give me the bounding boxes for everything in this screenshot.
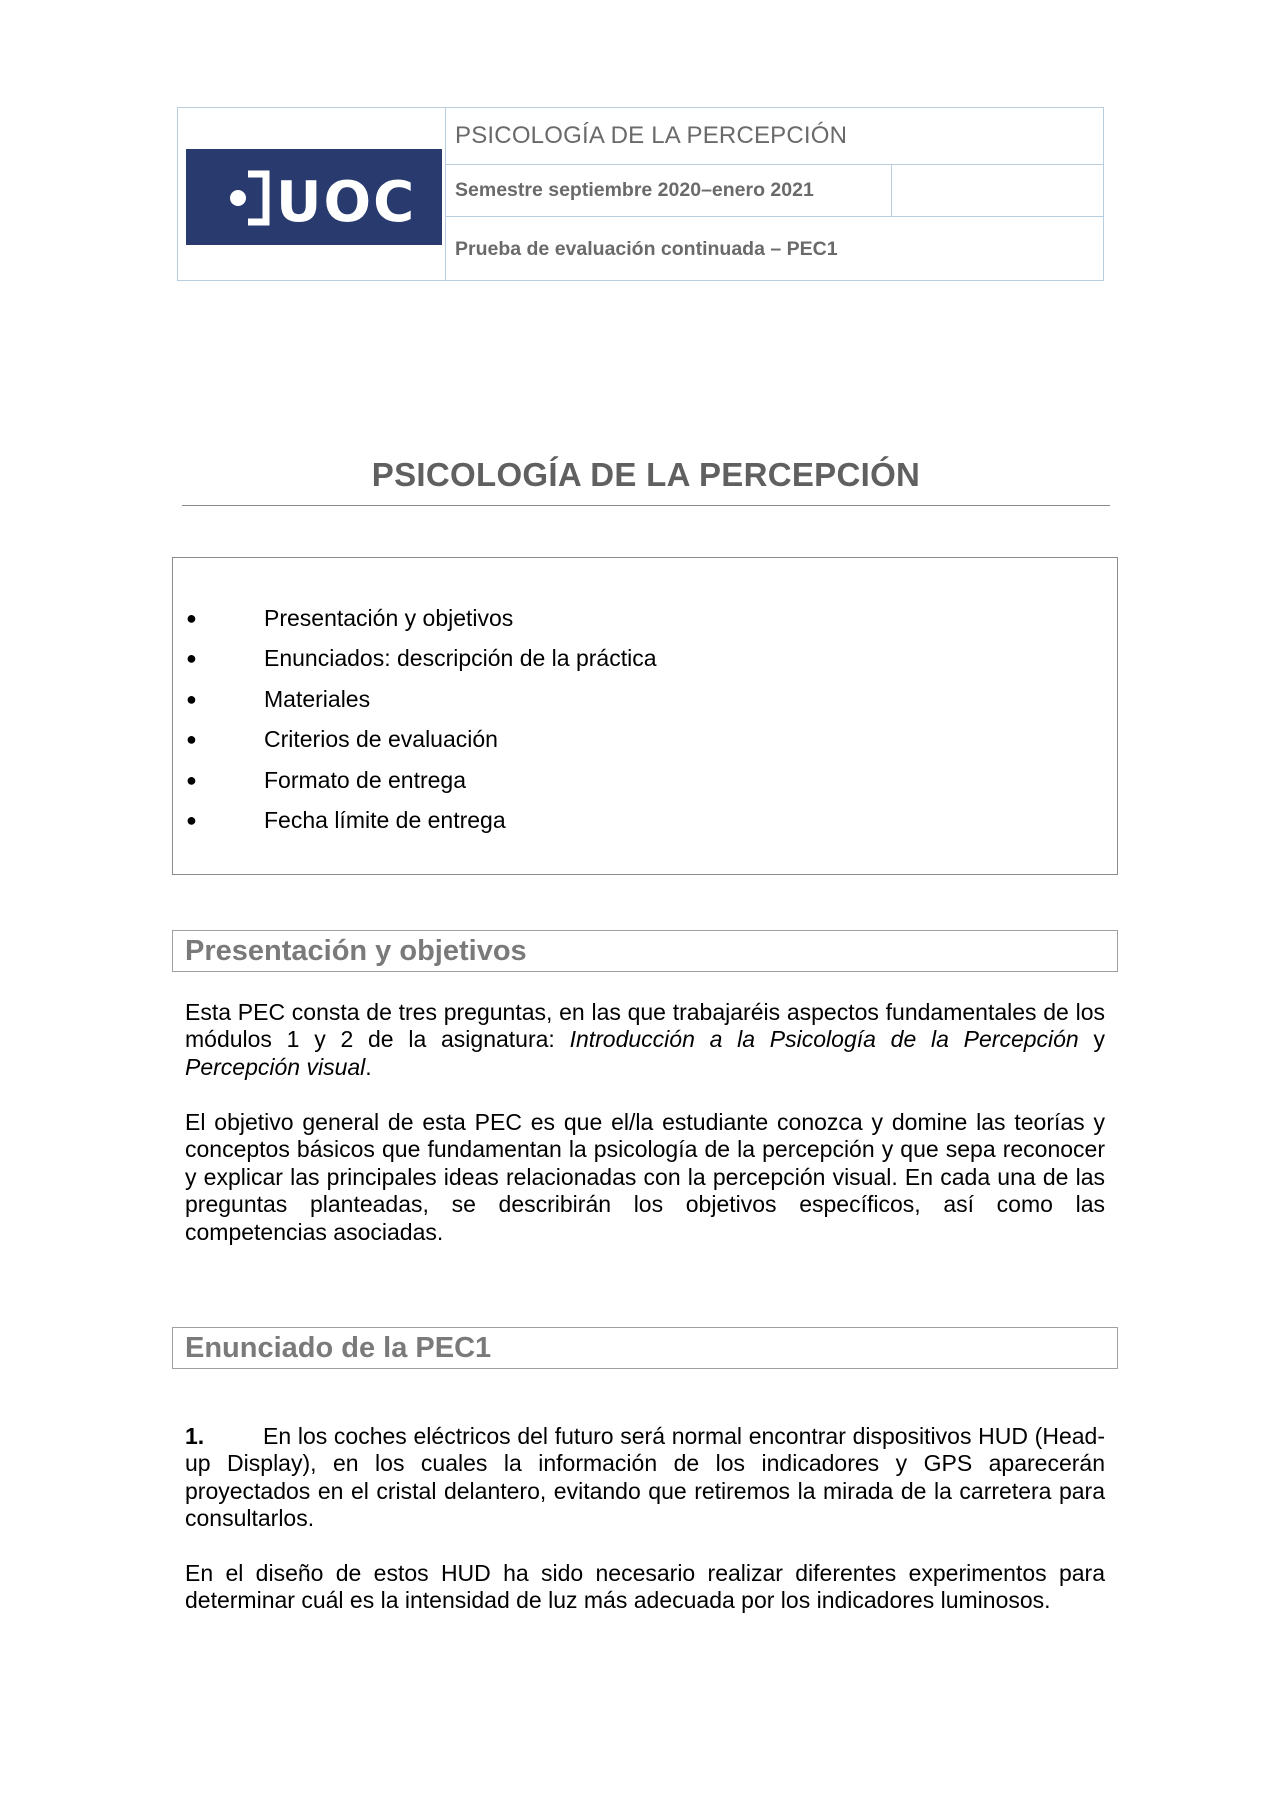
contents-list (173, 598, 1117, 840)
intro-text-b: y (1078, 1026, 1105, 1053)
question-1-paragraph (185, 1423, 1105, 1533)
contents-box (172, 557, 1118, 875)
intro-text-a: Esta PEC consta de tres preguntas, en las que trabajaréis aspectos fundamentales de los módulos 1 y 2 de la asignatura: (185, 999, 1105, 1053)
intro-paragraph (185, 999, 1105, 1081)
bullet-icon: ● (186, 688, 197, 709)
contents-item (173, 598, 1117, 638)
contents-item-label: Materiales (264, 685, 371, 712)
contents-item (173, 719, 1117, 759)
bullet-icon: ● (186, 809, 197, 830)
page-title: PSICOLOGÍA DE LA PERCEPCIÓN (371, 456, 921, 493)
header-subject-text: PSICOLOGÍA DE LA PERCEPCIÓN (455, 122, 848, 149)
uoc-logo-graphic (186, 149, 442, 245)
header-subject (446, 108, 1103, 165)
contents-item-label: Fecha límite de entrega (264, 806, 506, 833)
objective-paragraph: El objetivo general de esta PEC es que el/la estudiante conozca y domine las teorías y conceptos básicos que fundamentan la psicología de la percepción y que sepa reconocer y explicar las principales ideas relacionadas con la percepción visual. En cada una de las preguntas planteadas, se describirán los objetivos específicos, así como las competencias asociadas. (185, 1109, 1105, 1245)
question-1-text: En los coches eléctricos del futuro será normal encontrar dispositivos HUD (Head-up Display), en los cuales la información de los indicadores y GPS aparecerán proyectados en el cristal delantero, evitando que retiremos la mirada de la carretera para consultarlos. (185, 1423, 1105, 1532)
logo-text: UOC (276, 170, 417, 235)
section-heading-presentacion: Presentación y objetivos (172, 930, 1118, 972)
section-heading-enunciado: Enunciado de la PEC1 (172, 1327, 1118, 1369)
title-underline (182, 505, 1110, 506)
header-assessment-text: Prueba de evaluación continuada – PEC1 (455, 237, 838, 260)
intro-italic-1: Introducción a la Psicología de la Percepción (569, 1026, 1079, 1053)
contents-item (173, 760, 1117, 800)
contents-item-label: Formato de entrega (264, 766, 467, 793)
bullet-icon: ● (186, 608, 197, 628)
contents-item (173, 679, 1117, 719)
intro-italic-2: Percepción visual (185, 1053, 366, 1080)
header-assessment (446, 217, 1103, 281)
intro-text-c: . (365, 1053, 372, 1080)
logo-cell (178, 108, 446, 280)
bullet-icon: ● (186, 729, 197, 750)
contents-item (173, 800, 1117, 840)
hud-paragraph: En el diseño de estos HUD ha sido necesario realizar diferentes experimentos para determinar cuál es la intensidad de luz más adecuada por los indicadores luminosos. (185, 1560, 1105, 1614)
header-cell-divider (891, 165, 892, 216)
question-number: 1. (185, 1423, 205, 1449)
bullet-icon: ● (186, 769, 197, 790)
header-semester (446, 165, 1103, 217)
contents-item-label: Enunciados: descripción de la práctica (264, 645, 657, 672)
contents-item (173, 638, 1117, 678)
contents-item-label: Presentación y objetivos (264, 605, 514, 631)
contents-item-label: Criterios de evaluación (264, 726, 498, 753)
header-semester-text: Semestre septiembre 2020–enero 2021 (455, 179, 814, 201)
bullet-icon: ● (186, 648, 197, 669)
uoc-logo (186, 149, 442, 245)
header-table (177, 107, 1104, 281)
